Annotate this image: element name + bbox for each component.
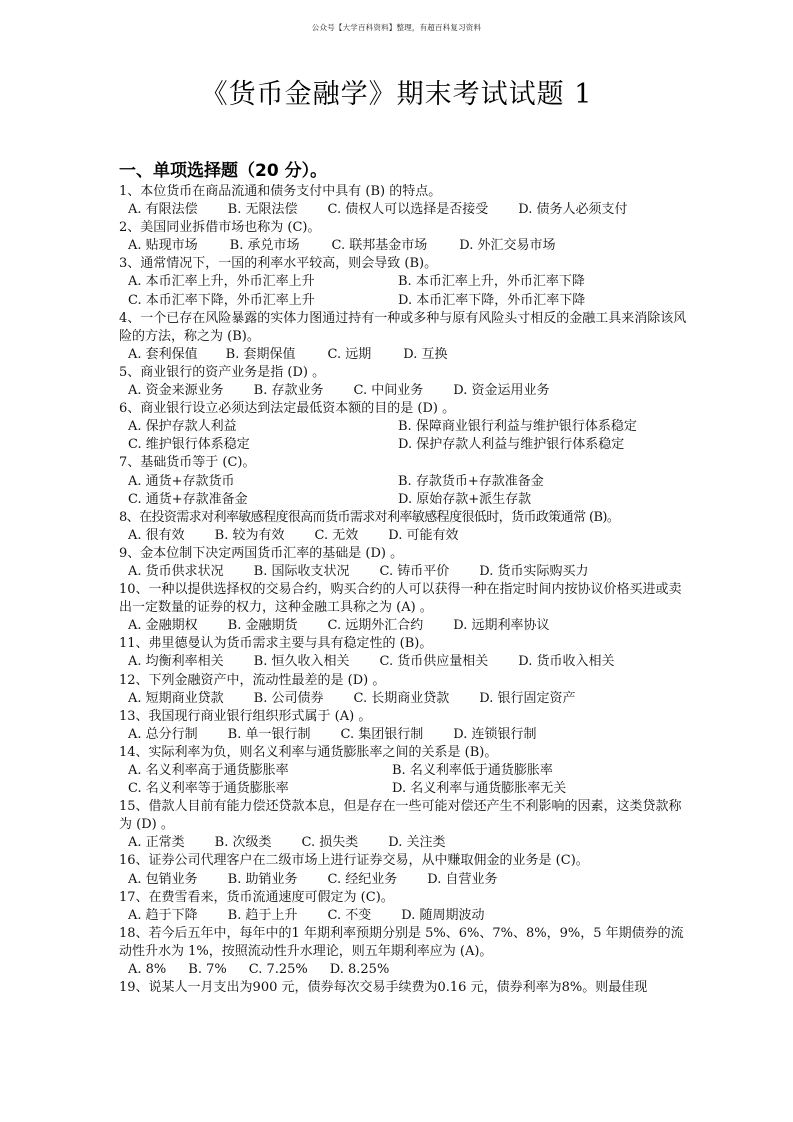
question-6: 6、商业银行设立必须达到法定最低资本额的目的是 (D) 。 bbox=[119, 401, 456, 417]
option: B. 助销业务 bbox=[227, 871, 298, 887]
option: B. 存款货币+存款准备金 bbox=[398, 473, 544, 489]
page-title: 《货币金融学》期末考试试题 1 bbox=[200, 79, 593, 110]
question-14: 14、实际利率为负，则名义利率与通货膨胀率之间的关系是 (B)。 bbox=[119, 744, 498, 760]
option: D. 8.25% bbox=[329, 962, 390, 978]
option: A. 趋于下降 bbox=[128, 907, 198, 923]
option: B. 单一银行制 bbox=[227, 726, 311, 742]
option: C. 联邦基金市场 bbox=[331, 238, 428, 254]
question-11: 11、弗里德曼认为货币需求主要与具有稳定性的 (B)。 bbox=[119, 636, 433, 652]
option: B. 趋于上升 bbox=[227, 907, 298, 923]
options-14b bbox=[119, 780, 689, 798]
question-15: 15、借款人目前有能力偿还贷款本息，但是存在一些可能对偿还产生不利影响的因素，这类贷款称为 (D) 。 bbox=[119, 799, 682, 833]
option: D. 外汇交易市场 bbox=[459, 238, 556, 254]
question-12: 12、下列金融资产中，流动性最差的是 (D) 。 bbox=[119, 672, 386, 688]
option: B. 保障商业银行利益与维护银行体系稳定 bbox=[398, 419, 637, 435]
option: B. 金融期货 bbox=[227, 618, 298, 634]
question-list bbox=[119, 183, 689, 997]
options-3b bbox=[119, 292, 689, 310]
option: C. 铸币平价 bbox=[379, 563, 450, 579]
option: B. 次级类 bbox=[214, 835, 272, 851]
option: C. 损失类 bbox=[301, 835, 359, 851]
option: A. 很有效 bbox=[128, 527, 185, 543]
option: C. 中间业务 bbox=[353, 383, 424, 399]
option: C. 长期商业贷款 bbox=[353, 690, 450, 706]
option: C. 货币供应量相关 bbox=[379, 654, 489, 670]
question-2: 2、美国同业拆借市场也称为 (C)。 bbox=[119, 220, 321, 236]
option: A. 短期商业贷款 bbox=[128, 690, 224, 706]
options-11 bbox=[119, 653, 689, 671]
option: C. 无效 bbox=[314, 527, 359, 543]
options-2 bbox=[119, 237, 689, 255]
option: A. 均衡利率相关 bbox=[128, 654, 224, 670]
options-4 bbox=[119, 346, 689, 364]
option: C. 7.25% bbox=[248, 962, 308, 978]
option: A. 货币供求状况 bbox=[128, 563, 224, 579]
question-4: 4、一个已存在风险暴露的实体力图通过持有一种或多种与原有风险头寸相反的金融工具来消除该风险的方法，称之为 (B)。 bbox=[119, 310, 687, 344]
options-8 bbox=[119, 527, 689, 545]
option: B. 存款业务 bbox=[253, 383, 324, 399]
option: D. 远期利率协议 bbox=[453, 618, 550, 634]
option: B. 公司债券 bbox=[253, 690, 324, 706]
options-5 bbox=[119, 382, 689, 400]
options-3 bbox=[119, 273, 689, 291]
option: D. 银行固定资产 bbox=[479, 690, 576, 706]
question-10: 10、一种以提供选择权的交易合约，购买合约的人可以获得一种在指定时间内按协议价格买进或卖出一定数量的证券的权力，这种金融工具称之为 (A) 。 bbox=[119, 582, 682, 616]
option: D. 资金运用业务 bbox=[453, 383, 550, 399]
option: C. 远期 bbox=[327, 346, 372, 362]
option: D. 原始存款+派生存款 bbox=[398, 491, 532, 507]
question-5: 5、商业银行的资产业务是指 (D) 。 bbox=[119, 364, 326, 380]
option: C. 远期外汇合约 bbox=[327, 618, 424, 634]
options-6b bbox=[119, 436, 689, 454]
option: A. 本币汇率上升，外币汇率上升 bbox=[128, 274, 315, 290]
option: D. 债务人必须支付 bbox=[518, 202, 628, 218]
option: B. 国际收支状况 bbox=[253, 563, 350, 579]
options-10 bbox=[119, 617, 689, 635]
options-9 bbox=[119, 563, 689, 581]
option: A. 金融期权 bbox=[128, 618, 198, 634]
section-heading: 一、单项选择题（20 分）。 bbox=[119, 161, 328, 181]
options-18 bbox=[119, 961, 689, 979]
option: D. 自营业务 bbox=[427, 871, 498, 887]
option: D. 关注类 bbox=[388, 835, 446, 851]
option: D. 连锁银行制 bbox=[453, 726, 537, 742]
option: B. 名义利率低于通货膨胀率 bbox=[392, 763, 553, 778]
options-6 bbox=[119, 418, 689, 436]
question-19: 19、说某人一月支出为900 元，债券每次交易手续费为0.16 元，债券利率为8%。则最佳现 bbox=[119, 980, 648, 996]
options-1 bbox=[119, 201, 689, 219]
question-16: 16、证券公司代理客户在二级市场上进行证券交易，从中赚取佣金的业务是 (C)。 bbox=[119, 853, 589, 869]
options-17 bbox=[119, 907, 689, 925]
option: A. 8% bbox=[128, 962, 167, 978]
options-7 bbox=[119, 473, 689, 491]
option: B. 套期保值 bbox=[225, 346, 296, 362]
option: B. 无限法偿 bbox=[227, 202, 298, 218]
option: B. 恒久收入相关 bbox=[253, 654, 350, 670]
question-13: 13、我国现行商业银行组织形式属于 (A) 。 bbox=[119, 708, 372, 724]
options-13 bbox=[119, 726, 689, 744]
question-9: 9、金本位制下决定两国货币汇率的基础是 (D) 。 bbox=[119, 545, 404, 561]
question-3: 3、通常情况下，一国的利率水平较高，则会导致 (B)。 bbox=[119, 256, 438, 272]
option: B. 本币汇率上升，外币汇率下降 bbox=[398, 274, 585, 290]
option: D. 互换 bbox=[403, 346, 448, 362]
options-15 bbox=[119, 834, 689, 852]
option: A. 保护存款人利益 bbox=[128, 419, 237, 435]
header-note: 公众号【大学百科资料】整理，有超百科复习资料 bbox=[311, 23, 482, 32]
option: D. 货币收入相关 bbox=[518, 654, 615, 670]
option: A. 套利保值 bbox=[128, 346, 198, 362]
option: A. 总分行制 bbox=[128, 726, 198, 742]
option: D. 货币实际购买力 bbox=[479, 563, 589, 579]
option: D. 本币汇率下降，外币汇率下降 bbox=[398, 292, 586, 308]
option: A. 名义利率高于通货膨胀率 bbox=[128, 763, 289, 778]
option: D. 保护存款人利益与维护银行体系稳定 bbox=[398, 437, 625, 453]
question-7: 7、基础货币等于 (C)。 bbox=[119, 455, 256, 471]
options-12 bbox=[119, 690, 689, 708]
option: A. 通货+存款货币 bbox=[128, 473, 235, 489]
option: B. 承兑市场 bbox=[229, 238, 300, 254]
option: A. 包销业务 bbox=[128, 871, 198, 887]
option: B. 较为有效 bbox=[214, 527, 285, 543]
option: A. 有限法偿 bbox=[128, 202, 198, 218]
option: A. 贴现市场 bbox=[128, 238, 198, 254]
options-7b bbox=[119, 491, 689, 509]
options-14 bbox=[119, 762, 689, 780]
option: C. 本币汇率下降，外币汇率上升 bbox=[128, 292, 315, 308]
option: D. 随周期波动 bbox=[401, 907, 485, 923]
option: C. 集团银行制 bbox=[340, 726, 424, 742]
question-17: 17、在费雪看来，货币流通速度可假定为 (C)。 bbox=[119, 889, 394, 905]
option: C. 债权人可以选择是否接受 bbox=[327, 202, 489, 218]
option: A. 正常类 bbox=[128, 835, 185, 851]
option: C. 通货+存款准备金 bbox=[128, 491, 248, 507]
option: C. 经纪业务 bbox=[327, 871, 398, 887]
options-16 bbox=[119, 871, 689, 889]
option: A. 资金来源业务 bbox=[128, 383, 224, 399]
option: C. 维护银行体系稳定 bbox=[128, 437, 250, 453]
option: D. 名义利率与通货膨胀率无关 bbox=[392, 781, 567, 797]
question-1: 1、本位货币在商品流通和债务支付中具有 (B) 的特点。 bbox=[119, 184, 442, 199]
option: B. 7% bbox=[188, 962, 227, 978]
option: C. 不变 bbox=[327, 907, 372, 923]
option: D. 可能有效 bbox=[388, 527, 459, 543]
question-8: 8、在投资需求对利率敏感程度很高而货币需求对利率敏感程度很低时，货币政策通常 (B)。 bbox=[119, 509, 620, 525]
question-18: 18、若今后五年中，每年中的1 年期利率预期分别是 5%、6%、7%、8%，9%，5 年期债券的流动性升水为 1%，按照流动性升水理论，则五年期利率应为 (A)。 bbox=[119, 925, 684, 959]
option: C. 名义利率等于通货膨胀率 bbox=[128, 781, 289, 797]
